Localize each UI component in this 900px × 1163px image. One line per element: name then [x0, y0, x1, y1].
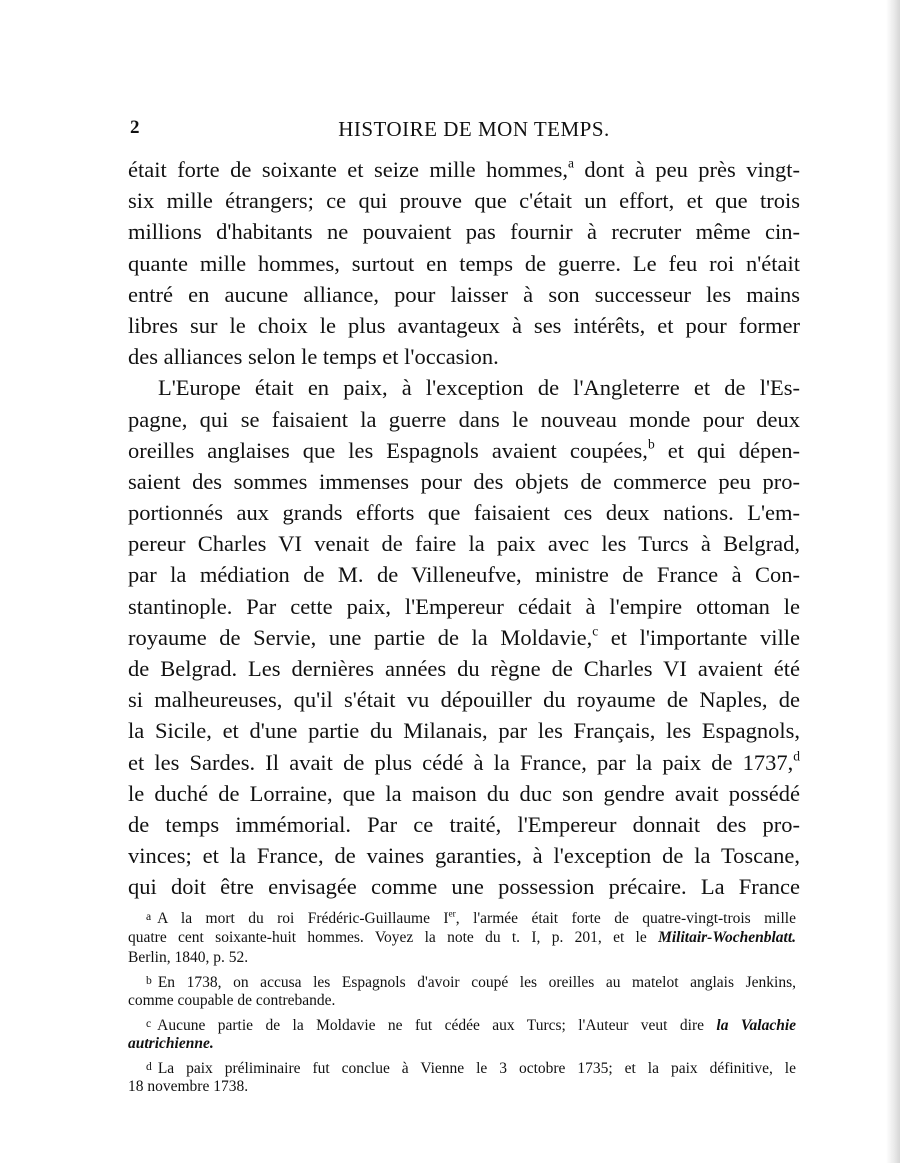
- text-line: était forte de soixante et seize mille hommes,$^a$ dont à peu près vingt-: [128, 155, 800, 182]
- footnote-d: d La paix préliminaire fut conclue à Vienne le 3 octobre 1735; et la paix définitive, le: [146, 1059, 796, 1077]
- footnote-c-line: autrichienne.: [128, 1035, 214, 1052]
- running-title: HISTOIRE DE MON TEMPS.: [338, 117, 610, 141]
- footnote-marker: d: [146, 1059, 152, 1073]
- footnote-marker: a: [146, 910, 152, 923]
- text-line: libres sur le choix le plus avantageux à ses intérêts, et pour former: [128, 312, 800, 338]
- footnote-a: a A la mort du roi Frédéric-Guillaume Ier, l'armée était forte de quatre-vingt-trois mille: [146, 909, 796, 927]
- page-header: [130, 117, 798, 147]
- text-line: stantinople. Par cette paix, l'Empereur cédait à l'empire ottoman le: [128, 593, 800, 619]
- footnote-a-line: Berlin, 1840, p. 52.: [128, 949, 249, 966]
- text-line: le duché de Lorraine, que la maison du duc son gendre avait possédé: [128, 780, 800, 806]
- text-line: pereur Charles VI venait de faire la paix avec les Turcs à Belgrad,: [128, 531, 800, 557]
- text-line: si malheureuses, qu'il s'était vu dépouiller du royaume de Naples, de: [128, 687, 800, 713]
- main-text: [128, 154, 800, 903]
- footnote-ref-d[interactable]: d: [793, 748, 800, 764]
- footnote-ref-b[interactable]: b: [647, 436, 655, 452]
- text-line: des alliances selon le temps et l'occasion.: [128, 344, 499, 370]
- text-line: entré en aucune alliance, pour laisser à son successeur les mains: [128, 281, 800, 307]
- page-number: 2: [130, 117, 140, 138]
- footnote-b-line: comme coupable de contrebande.: [128, 992, 336, 1009]
- text-line: qui doit être envisagée comme une possession précaire. La France: [128, 874, 800, 900]
- page-edge-shadow: [886, 0, 900, 1163]
- text-line: saient des sommes immenses pour des objets de commerce peu pro-: [128, 468, 800, 494]
- footnotes: [128, 907, 796, 1098]
- text-line: quante mille hommes, surtout en temps de guerre. Le feu roi n'était: [128, 250, 800, 276]
- text-line: de temps immémorial. Par ce traité, l'Empereur donnait des pro-: [128, 811, 800, 837]
- footnote-d-line: 18 novembre 1738.: [128, 1078, 249, 1095]
- text-line: par la médiation de M. de Villeneufve, ministre de France à Con-: [128, 562, 800, 588]
- footnote-c: c Aucune partie de la Moldavie ne fut cédée aux Turcs; l'Auteur veut dire la Valachie: [146, 1016, 797, 1034]
- text-line: royaume de Servie, une partie de la Moldavie,$^c$ et l'importante ville: [128, 623, 800, 650]
- footnote-ref-a[interactable]: a: [567, 155, 574, 171]
- footnote-marker: b: [146, 973, 152, 987]
- text-line: six mille étrangers; ce qui prouve que c'était un effort, et que trois: [128, 188, 800, 214]
- text-line: L'Europe était en paix, à l'exception de l'Angleterre et de l'Es-: [158, 375, 800, 401]
- text-line: vinces; et la France, de vaines garanties, à l'exception de la Toscane,: [128, 843, 800, 869]
- footnote-b: b En 1738, on accusa les Espagnols d'avoir coupé les oreilles au matelot anglais Jenkins,: [146, 973, 796, 991]
- footnote-a-line: quatre cent soixante-huit hommes. Voyez la note du t. I, p. 201, et le Militair-Wochenblatt.: [128, 928, 796, 946]
- text-line: portionnés aux grands efforts que faisaient ces deux nations. L'em-: [128, 500, 800, 526]
- text-line: la Sicile, et d'une partie du Milanais, par les Français, les Espagnols,: [128, 718, 800, 744]
- text-line: oreilles anglaises que les Espagnols avaient coupées,$^b$ et qui dépen-: [128, 436, 800, 463]
- text-line: millions d'habitants ne pouvaient pas fournir à recruter même cin-: [128, 219, 800, 245]
- footnote-marker: c: [146, 1016, 152, 1030]
- footnote-ref-c[interactable]: c: [592, 623, 599, 639]
- text-line: pagne, qui se faisaient la guerre dans le nouveau monde pour deux: [128, 406, 800, 432]
- text-line: et les Sardes. Il avait de plus cédé à la France, par la paix de 1737,$^d$: [128, 748, 800, 775]
- text-line: de Belgrad. Les dernières années du règne de Charles VI avaient été: [128, 656, 800, 681]
